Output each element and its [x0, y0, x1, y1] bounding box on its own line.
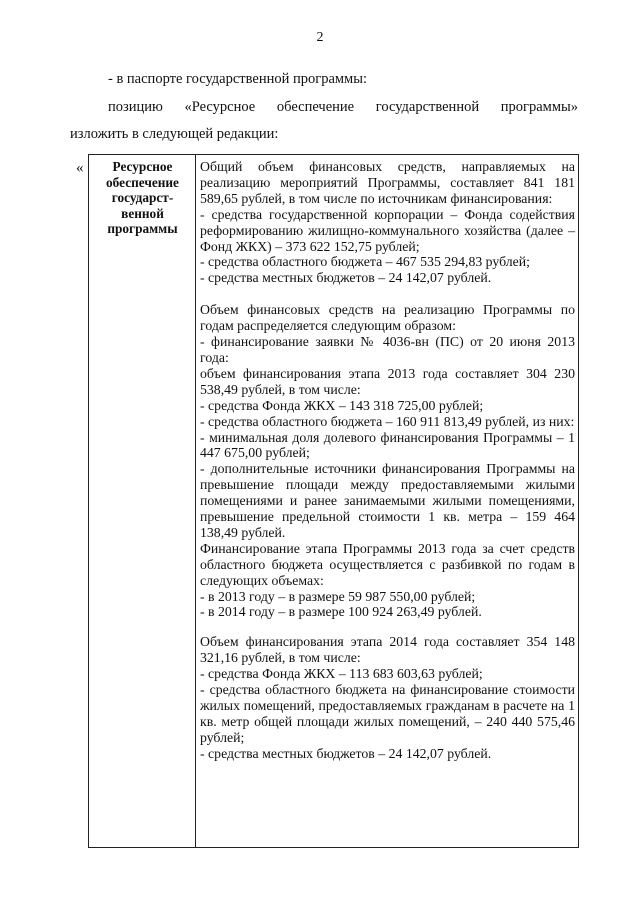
paragraph: - средства Фонда ЖКХ – 143 318 725,00 рублей; — [200, 397, 484, 413]
intro-word: программы» — [500, 99, 578, 115]
spacer — [200, 286, 575, 302]
paragraph: - средства областного бюджета – 467 535 294,83 рублей; — [200, 254, 531, 270]
page-number: 2 — [316, 30, 324, 45]
paragraph: объем финансирования этапа 2013 года составляет 304 230 538,49 рублей, в том числе: — [200, 365, 575, 397]
paragraph: Объем финансовых средств на реализацию Программы по годам распределяется следующим образом: — [200, 302, 575, 334]
spacer — [200, 620, 575, 634]
paragraph: - средства областного бюджета – 160 911 813,49 рублей, из них: — [200, 413, 575, 429]
label-line: государст- — [111, 190, 174, 205]
paragraph: - средства Фонда ЖКХ – 113 683 603,63 рублей; — [200, 666, 483, 682]
intro-line-edition: изложить в следующей редакции: — [70, 126, 279, 142]
paragraph: - в 2013 году – в размере 59 987 550,00 рублей; — [200, 588, 476, 604]
paragraph: - финансирование заявки № 4036-вн (ПС) от 20 июня 2013 года: — [200, 334, 575, 365]
paragraph: Общий объем финансовых средств, направляемых на реализацию мероприятий Программы, составляет 841 181 589,65 рублей, в том числе по источникам финансирования: — [200, 159, 575, 206]
label-line: программы — [107, 221, 178, 236]
table-content-cell — [196, 155, 579, 848]
intro-word: позицию — [108, 99, 163, 115]
label-line: венной — [121, 205, 164, 221]
intro-line-passport: - в паспорте государственной программы: — [108, 71, 368, 87]
intro-line-position — [108, 99, 578, 116]
opening-quote: « — [76, 160, 84, 176]
paragraph: - в 2014 году – в размере 100 924 263,49 рублей. — [200, 604, 482, 620]
paragraph: - средства государственной корпорации – Фонда содействия реформированию жилищно-коммунального хозяйства (далее – Фонд ЖКХ) – 373 622 152,75 рублей; — [200, 206, 575, 254]
label-line: Ресурсное — [112, 159, 173, 174]
intro-word: государственной — [375, 99, 480, 115]
paragraph: Объем финансирования этапа 2014 года составляет 354 148 321,16 рублей, в том числе: — [200, 634, 575, 666]
paragraph: - средства областного бюджета на финансирование стоимости жилых помещений, предоставляемых гражданам в расчете на 1 кв. метр общей площади жилых помещений, – 240 440 575,46 рублей; — [200, 682, 575, 745]
paragraph: - средства местных бюджетов – 24 142,07 рублей. — [200, 270, 492, 286]
paragraph: Финансирование этапа Программы 2013 года за счет средств областного бюджета осуществляется с разбивкой по годам в следующих объемах: — [200, 540, 575, 588]
label-line: обеспечение — [106, 174, 179, 190]
table-label-cell — [89, 155, 196, 848]
intro-word: обеспечение — [276, 99, 355, 115]
paragraph: - минимальная доля долевого финансирования Программы – 1 447 675,00 рублей; — [200, 429, 575, 461]
paragraph: - дополнительные источники финансирования Программы на превышение площади между предоставляемыми жилыми помещениями и ранее занимаемыми жилыми помещениями, превышение предельной стоимости 1 кв. метра – 159 464 138,49 рублей. — [200, 461, 575, 540]
paragraph: - средства местных бюджетов – 24 142,07 рублей. — [200, 745, 492, 761]
table-row — [89, 155, 579, 848]
resource-table — [88, 154, 579, 848]
intro-word: «Ресурсное — [184, 99, 256, 115]
